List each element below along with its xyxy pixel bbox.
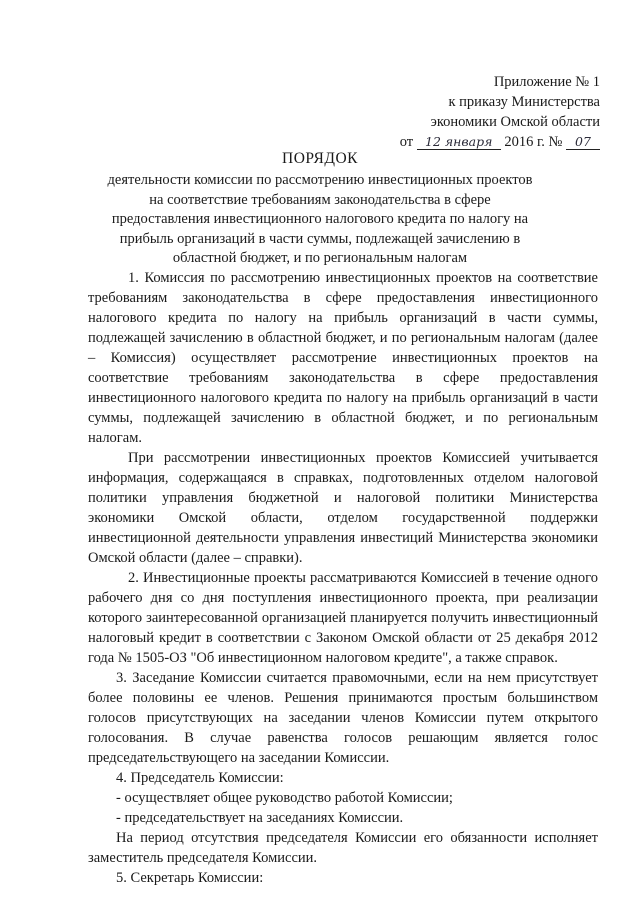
paragraph-1-continued: При рассмотрении инвестиционных проектов Комиссией учитывается информация, содержащаяся в справках, подготовленных отделом налоговой политики управления бюджетной и налоговой политики Министерства экономики Омской области, отделом государственной поддержки инвестиционной деятельности управления инвестиций Министерства экономики Омской области (далее – справки). — [88, 450, 598, 566]
appendix-line-2: к приказу Министерства — [448, 94, 600, 110]
order-year: 2016 г. — [504, 134, 545, 150]
handwritten-date: 12 января — [417, 134, 501, 150]
paragraph-5-heading: 5. Секретарь Комиссии: — [116, 870, 264, 886]
paragraph-2: 2. Инвестиционные проекты рассматриваются Комиссией в течение одного рабочего дня со дня поступления инвестиционного проекта, при реализации которого заинтересованной организацией планируется получить инвестиционный налоговый кредит в соответствии с Законом Омской области от 25 декабря 2012 года № 1505-ОЗ "Об инвестиционном налоговом кредите", а также справок. — [88, 570, 598, 666]
document-subtitle: деятельности комиссии по рассмотрению инвестиционных проектов на соответствие требованиям законодательства в сфере предоставления инвестиционного налогового кредита по налогу на прибыль организаций в части суммы, подлежащей зачислению в областной бюджет, и по региональным налогам — [107, 172, 533, 267]
appendix-line-1: Приложение № 1 — [493, 74, 600, 90]
handwritten-order-number: 07 — [566, 134, 600, 150]
paragraph-4-item-1: - осуществляет общее руководство работой Комиссии; — [116, 790, 453, 806]
paragraph-4-heading: 4. Председатель Комиссии: — [116, 770, 284, 786]
date-prefix: от — [399, 134, 414, 150]
paragraph-3: 3. Заседание Комиссии считается правомочными, если на нем присутствует более половины ее членов. Решения принимаются простым большинством голосов присутствующих на заседании членов Комиссии путем открытого голосования. В случае равенства голосов решающим является голос председательствующего на заседании Комиссии. — [88, 670, 598, 766]
document-body — [88, 268, 598, 888]
appendix-date-line — [400, 132, 600, 152]
document-title: ПОРЯДОК — [282, 150, 358, 167]
paragraph-1: 1. Комиссия по рассмотрению инвестиционных проектов на соответствие требованиям законодательства в сфере предоставления инвестиционного налогового кредита по налогу на прибыль организаций в части суммы, подлежащей зачислению в областной бюджет, и по региональным налогам (далее – Комиссия) осуществляет рассмотрение инвестиционных проектов на соответствие требованиям законодательства в сфере предоставления инвестиционного налогового кредита по налогу на прибыль организаций в части суммы, подлежащей зачислению в областной бюджет, и по региональным налогам. — [88, 270, 598, 446]
appendix-line-3: экономики Омской области — [430, 114, 600, 130]
paragraph-4-note: На период отсутствия председателя Комиссии его обязанности исполняет заместитель председателя Комиссии. — [88, 830, 598, 866]
appendix-header — [400, 72, 600, 152]
number-prefix: № — [548, 134, 563, 150]
paragraph-4-item-2: - председательствует на заседаниях Комиссии. — [116, 810, 404, 826]
